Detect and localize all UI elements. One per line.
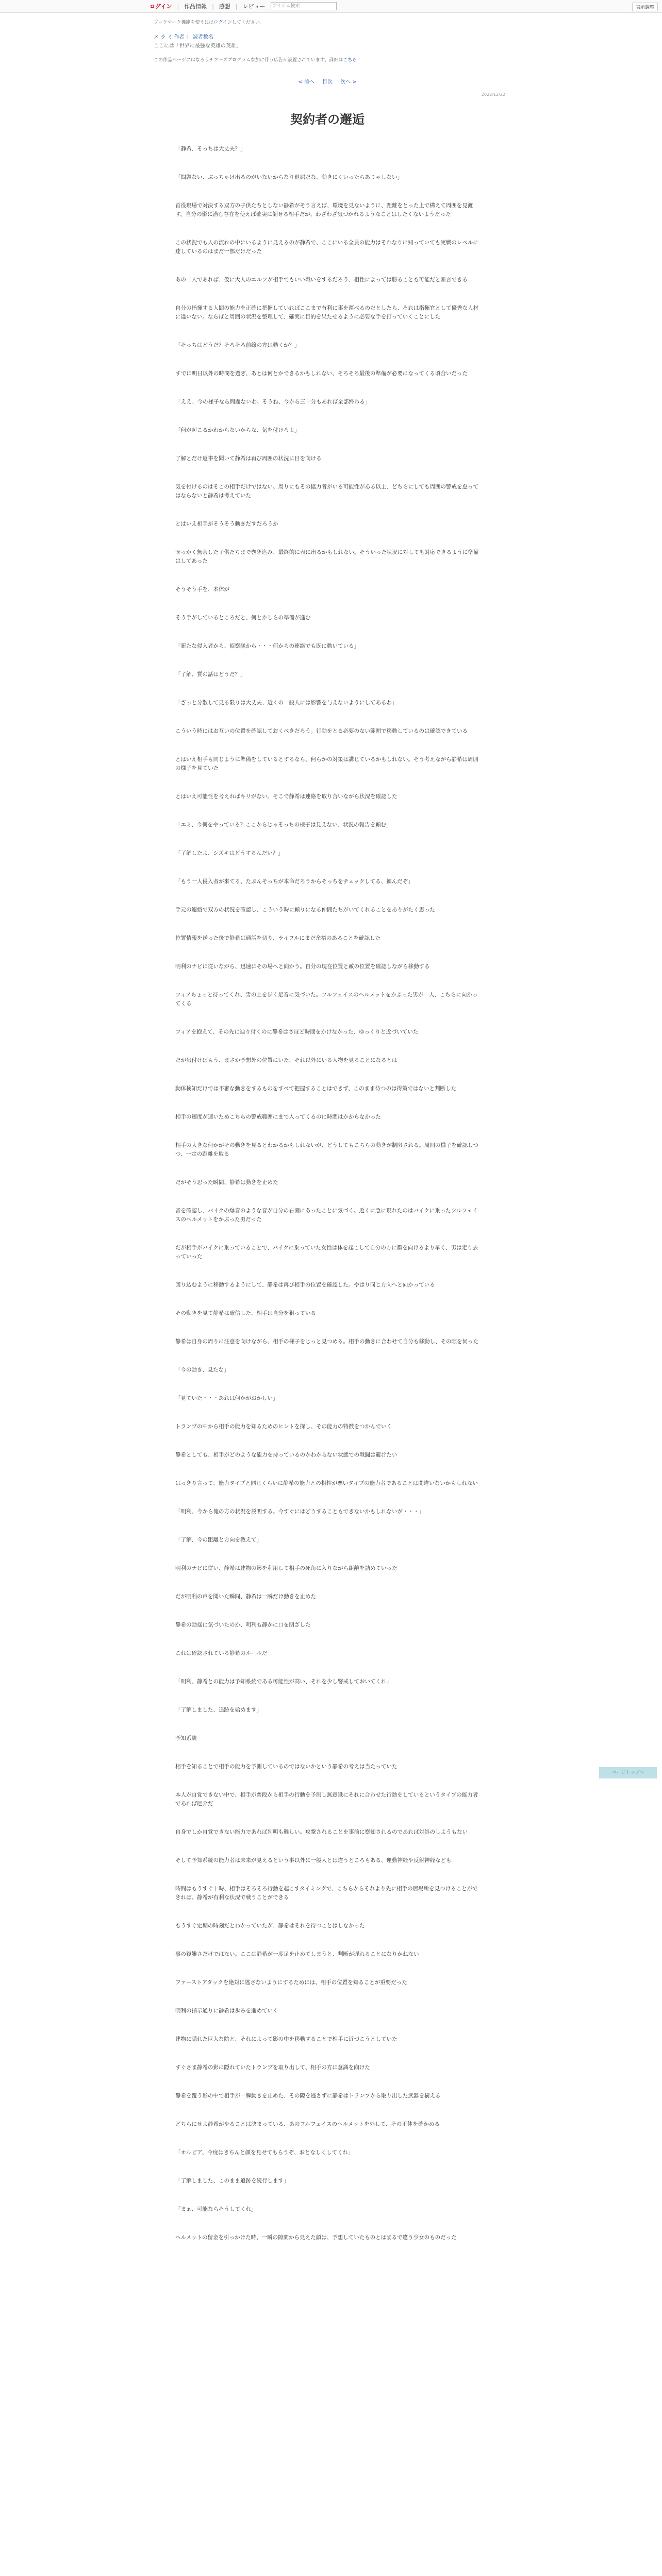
body-paragraph: 「問題ない、ぶっちゃけ出るのがいないからなり退屈だな、動きにくいったらありゃしない」: [175, 174, 403, 180]
pager: [150, 77, 505, 85]
series-info: [154, 32, 505, 40]
body-paragraph: 「オルビア、今度はきちんと顔を見せてもらうぞ、おとなしくしてくれ」: [175, 2149, 354, 2156]
body-paragraph: 「了解、質の話はどうだ？」: [175, 671, 246, 677]
body-paragraph: そうそう手を、本体が: [175, 586, 229, 592]
nav-item-review[interactable]: レビュー: [242, 3, 266, 10]
body-paragraph: その動きを見て静希は確信した、相手は自分を狙っている: [175, 1310, 316, 1316]
body-paragraph: 「明利、今から俺の方の状況を説明する。今すぐにはどうすることもできないかもしれないが・・・」: [175, 1509, 424, 1515]
body-paragraph: そう手がしているところだと、何とかしらの準備が進む: [175, 615, 311, 621]
body-paragraph: 気を付けるのはそこの相手だけではない。周りにもその協力者がいる可能性がある以上、どちらにしても周囲の警戒を怠ってはならないと静希は考えていた: [175, 484, 478, 499]
ad-note: [154, 56, 505, 63]
body-paragraph: だが相手がバイクに乗っていることで、バイクに乗っていた女性は体を起こして自分の方に顔を向けるより早く、男は走り去っていった: [175, 1245, 478, 1260]
body-paragraph: だが気付けばもう、まさか予想外の位置にいた、それ以外にいる人物を見ることになるとは: [175, 1057, 398, 1063]
series-link[interactable]: メ ラ ミ 作者: [154, 35, 185, 40]
body-paragraph: 「ざっと分散して見る限りは大丈夫、近くの一般人には影響を与えないようにしてあるわ」: [175, 700, 398, 706]
top-nav: [150, 0, 337, 12]
ad-note-link[interactable]: こちら: [343, 58, 357, 63]
chapter-title: 契約者の邂逅: [290, 112, 365, 127]
notice-login-link[interactable]: ログイン: [213, 20, 232, 25]
body-paragraph: 「まぁ、可能ならそうしてくれ」: [175, 2206, 257, 2212]
body-paragraph: 「今の動き、見たな」: [175, 1367, 229, 1373]
body-paragraph: 位置情報を送った後で静希は通話を切り、ライフルにまだ余裕のあることを確認した: [175, 935, 380, 941]
page-top-button[interactable]: ページトップへ: [599, 1767, 657, 1778]
body-paragraph: 静希は自身の周りに注意を向けながら、相手の様子をじっと見つめる。相手の動きに合わせて自分も移動し、その隙を伺った: [175, 1338, 478, 1345]
body-paragraph: 時間はもうすぐ十時、相手はそろそろ行動を起こすタイミングで、こちらからそれより先に相手の居場所を見つけることができれば、静希が有利な状況で戦うことができる: [175, 1886, 478, 1901]
body-paragraph: フィアちょっと待ってくれ、雪の上を歩く足音に気づいた。フルフェイスのヘルメットをかぶった男が一人、こちらに向かってくる: [175, 992, 478, 1007]
body-paragraph: この状況でも人の流れの中にいるように見えるのが静希で、ここにいる全員の能力はそれなりに知っていても実戦のレベルに達しているのはまだ一部だけだった: [175, 240, 478, 255]
body-paragraph: 静希を覆う影の中で相手が一瞬動きを止めた、その隙を逃さずに静希はトランプから取り出した武器を構える: [175, 2093, 441, 2099]
post-date: 2022/12/22: [481, 92, 505, 97]
body-paragraph: どちらにせよ静希がやることは決まっている、あのフルフェイスのヘルメットを外して、その正体を確かめる: [175, 2121, 440, 2127]
body-paragraph: すぐさま静希の影に隠れていたトランプを取り出して、相手の方に意識を向けた: [175, 2064, 370, 2071]
body-paragraph: だが明利の声を聞いた瞬間、静希は一瞬だけ動きを止めた: [175, 1594, 316, 1600]
body-paragraph: とはいえ相手も同じように準備をしているとするなら、何らかの対策は講じているかもしれない。そう考えながら静希は周囲の様子を見ていた: [175, 756, 478, 771]
nav-separator: |: [235, 3, 238, 10]
top-bar: [0, 0, 662, 13]
body-paragraph: 「静希、そっちは大丈夫？」: [175, 146, 246, 152]
chapter-body: [150, 145, 505, 2242]
body-paragraph: 「了解、今の距離と方向を教えて」: [175, 1537, 262, 1543]
body-paragraph: とはいえ可能性を考えればキリがない。そこで静希は連絡を取り合いながら状況を確認した: [175, 793, 398, 800]
body-paragraph: 事の複雑さだけではない。ここは静希が一度足を止めてしまうと、判断が遅れることになりかねない: [175, 1951, 419, 1957]
work-subtitle: ここには「世界に最強な英雄の英雄」: [154, 43, 241, 49]
body-paragraph: 「ええ、今の様子なら問題ないわ。そうね、今から三十分もあれば全部終わる」: [175, 399, 371, 405]
body-paragraph: 予知系統: [175, 1735, 197, 1741]
login-notice: [154, 19, 505, 25]
body-paragraph: 建物に隠れた巨大な陰と、それによって影の中を移動することで相手に近づこうとしていた: [175, 2036, 398, 2042]
body-paragraph: 「もう一人侵入者が来てる、たぶんそっちが本命だろうからそっちをチェックしてる、頼んだぞ」: [175, 878, 413, 885]
search-input[interactable]: アイテム検索: [271, 2, 337, 10]
body-paragraph: 首役現場で対決する双方の子供たちとしない静希がそう言えば、環境を見ないように、距離をとった上で構えて周囲を見渡す。自分の影に潜む存在を使えば確実に倒せる相手だが、わざわざ気づかれるようなことはしたくないようだった: [175, 202, 473, 217]
body-paragraph: これは確認されている静希のルールだ: [175, 1650, 268, 1656]
body-paragraph: そして予知系統の能力者は未来が見えるという事以外に一般人とは違うところもある、運動神経や反射神経なども: [175, 1857, 452, 1863]
body-paragraph: 「何が起こるかわからないからな、気を付けろよ」: [175, 427, 300, 433]
nav-item-info[interactable]: 作品情報: [184, 3, 207, 10]
body-paragraph: こういう時にはお互いの位置を確認しておくべきだろう。行動をとる必要のない範囲で移動しているのは確認できている: [175, 728, 468, 734]
nav-separator: |: [212, 3, 214, 10]
body-paragraph: 手元の連絡で双方の状況を確認し、こういう時に頼りになる仲間たちがいてくれることをありがたく思った: [175, 907, 435, 913]
body-paragraph: 「明利、静希との能力は予知系統である可能性が高い、それを少し警戒しておいてくれ」: [175, 1679, 392, 1685]
series-author[interactable]: 読者数名: [192, 35, 213, 40]
body-paragraph: 「了解しました、このまま追跡を続行します」: [175, 2178, 289, 2184]
body-paragraph: すでに明日以外の時間を過ぎ、あとは何とかできるかもしれない、そろそろ最後の準備が必要になってくる頃合いだった: [175, 370, 468, 377]
main-content: [150, 14, 505, 2262]
body-paragraph: 本人が自覚できない中で、相手が普段から相手の行動を予測し無意識にそれに合わせた行動をしているというタイプの能力者であれば厄介だ: [175, 1792, 478, 1807]
nav-item-reviews[interactable]: 感想: [219, 3, 230, 10]
body-paragraph: 「そっちはどうだ？そろそろ前線の方は動くか？」: [175, 342, 300, 348]
body-paragraph: とはいえ相手がそうそう動きだすだろうか: [175, 521, 278, 527]
body-paragraph: 「了解したよ、シズキはどうするんだい？」: [175, 850, 284, 856]
body-paragraph: 静希としても、相手がどのような能力を持っているのかわからない状態での戦闘は避けたい: [175, 1452, 398, 1458]
body-paragraph: 静希の動揺に気づいたのか、明利も静かに口を閉ざした: [175, 1622, 311, 1628]
body-paragraph: 了解とだけ返事を聞いて静希は再び周囲の状況に目を向ける: [175, 455, 322, 462]
body-paragraph: 回り込むように移動するようにして、静希は再び相手の位置を確認した。やはり同じ方向へと向かっている: [175, 1282, 435, 1288]
series-separator: ：: [186, 35, 193, 40]
body-paragraph: だがそう思った瞬間、静希は動きを止めた: [175, 1179, 278, 1185]
body-paragraph: 動体検知だけでは不審な動きをするものをすべて把握することはできず、このまま待つのは得策ではないと判断した: [175, 1086, 456, 1092]
body-paragraph: 「見ていた・・・あれは何かがおかしい」: [175, 1395, 278, 1401]
body-paragraph: 「了解しました、追跡を始めます」: [175, 1707, 262, 1713]
body-paragraph: せっかく無茶した子供たちまで巻き込み、最終的に表に出るかもしれない。そういった状況に対しても対応できるように準備はしてあった: [175, 549, 479, 564]
notice-text-before: ブックマーク機能を使うには: [154, 20, 214, 25]
pager-next[interactable]: 次へ >: [340, 79, 357, 85]
notice-text-after: してください。: [231, 20, 264, 25]
body-paragraph: 相手の大きな何かがその動きを見るとわかるかもしれないが、どうしてもこちらの動きが制限される。周囲の様子を確認しつつ、一定の距離を取る: [175, 1142, 478, 1157]
body-paragraph: 明利のナビに従い、静希は建物の影を利用して相手の死角に入りながら距離を詰めていった: [175, 1565, 398, 1571]
body-paragraph: 明利の指示通りに静希は歩みを進めていく: [175, 2008, 278, 2014]
body-paragraph: あの二人であれば、仮に大人のエルフが相手でもいい戦いをするだろう、相性によっては勝ることも可能だと断言できる: [175, 277, 468, 283]
body-paragraph: ヘルメットの留金を引っかけた時、一瞬の隙間から見えた顔は、予想していたものとはまるで違う少女のものだった: [175, 2234, 457, 2241]
ad-note-text: この作品ページにはなろうチアーズプログラム参加に伴う広告が設置されています。詳細は: [154, 58, 343, 63]
body-paragraph: ファーストアタックを絶対に逃さないようにするためには、相手の位置を知ることが重要だった: [175, 1979, 407, 1986]
body-paragraph: 相手を知ることで相手の能力を予測しているのではないかという静希の考えは当たっていた: [175, 1764, 398, 1770]
body-paragraph: 音を確認し、バイクの爆音のような音が自分の右側にあったことに気づく。近くに急に現れたのはバイクに乗ったフルフェイスのヘルメットをかぶった男だった: [175, 1208, 478, 1223]
body-paragraph: はっきり言って、能力タイプと同じくらいに静希の能力との相性が悪いタイプの能力者であることは間違いないかもしれない: [175, 1480, 478, 1486]
body-paragraph: 「新たな侵入者から、偵察隊から・・・何からの連絡でも既に動いている」: [175, 643, 359, 649]
body-paragraph: 明利のナビに従いながら、迅速にその場へと向かう。自分の現在位置と敵の位置を確認しながら移動する: [175, 963, 430, 970]
body-paragraph: もうすぐ定期の時刻だとわかっていたが、静希はそれを待つことはしなかった: [175, 1923, 365, 1929]
body-paragraph: 相手の速度が速いためこちらの警戒範囲にまで入ってくるのに時間はかからなかった: [175, 1114, 381, 1120]
pager-toc[interactable]: 目次: [322, 79, 333, 85]
pager-prev[interactable]: < 前へ: [298, 79, 315, 85]
display-settings-button[interactable]: 表示調整: [632, 3, 658, 11]
body-paragraph: 自身でしか自覚できない能力であれば判明も難しい。攻撃されることを事前に察知されるのであれば対処のしようもない: [175, 1829, 468, 1835]
body-paragraph: トランプの中から相手の能力を知るためのヒントを探し、その能力の特徴をつかんでいく: [175, 1423, 392, 1430]
nav-separator: |: [177, 3, 179, 10]
login-link[interactable]: ログイン: [150, 3, 172, 10]
body-paragraph: 「エミ、今何をやっている？ここからじゃそっちの様子は見えない、状況の報告を頼む」: [175, 822, 392, 828]
body-paragraph: 自分の指揮する人間の能力を正確に把握していればここまで有利に事を運べるのだとしたら、それは指揮官として優秀な人材に違いない。ならばと周囲の状況を整理して、確実に目的を果たせるように必要な手を打っていくことにした: [175, 305, 478, 320]
body-paragraph: フィアを抱えて、その先に辿り付くのに静希はさほど時間をかけなかった、ゆっくりと近づいていた: [175, 1029, 419, 1035]
